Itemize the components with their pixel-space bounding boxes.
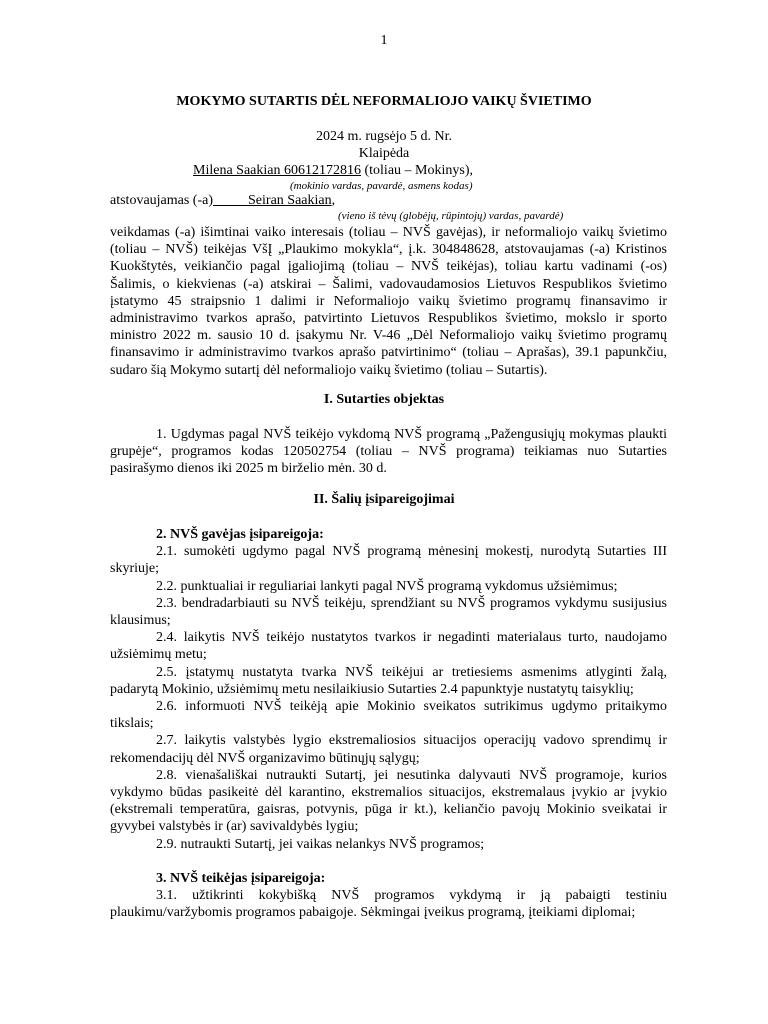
subsection-3-title: 3. NVŠ teikėjas įsipareigoja: — [156, 870, 326, 886]
document-title: MOKYMO SUTARTIS DĖL NEFORMALIOJO VAIKŲ ŠVIETIMO — [176, 94, 592, 109]
date-line: 2024 m. rugsėjo 5 d. Nr. — [315, 129, 453, 144]
representative-hint: (vieno iš tėvų (globėjų, rūpintojų) vardas, pavardė) — [338, 210, 564, 222]
section-2-heading: II. Šalių įsipareigojimai — [313, 492, 455, 507]
representative-name-field — [213, 193, 332, 208]
student-line — [193, 162, 473, 180]
clause-2-2: 2.2. punktualiai ir reguliariai lankyti pagal NVŠ programą vykdomus užsiėmimus; — [156, 578, 618, 594]
clause-2-4: 2.4. laikytis NVŠ teikėjo nustatytos tvarkos ir negadinti materialaus turto, naudojamo užsiėmimų metu; — [110, 630, 667, 663]
representative-comma: , — [331, 193, 336, 208]
clause-1: 1. Ugdymas pagal NVŠ teikėjo vykdomą NVŠ programą „Pažengusiųjų mokymas plaukti grupėje“, programos kodas 120502754 (toliau – NVŠ programa) teikiamas nuo Sutarties pasirašymo dienos iki 2025 m birželio mėn. 30 d. — [110, 427, 667, 477]
clause-2-5: 2.5. įstatymų nustatyta tvarka NVŠ teikėjui ar tretiesiems asmenims atlyginti žalą, padarytą Mokinio, užsiėmimų metu nesilaikiusio Sutarties 2.4 papunktyje nustatytų taisyklių; — [110, 664, 667, 697]
clause-2-9: 2.9. nutraukti Sutartį, jei vaikas nelankys NVŠ programos; — [156, 836, 485, 852]
section-1-body — [110, 426, 667, 478]
page-number: 1 — [380, 33, 388, 48]
section-2-body — [110, 526, 667, 921]
student-name-code: Milena Saakian 60612172816 — [193, 163, 361, 178]
representative-label: atstovaujamas (-a) — [110, 193, 214, 208]
clause-2-8: 2.8. vienašališkai nutraukti Sutartį, jei nesutinka dalyvauti NVŠ programoje, kurios vykdymo būdas pasikeitė dėl karantino, ekstremalios situacijos, ekstremalaus įvykio ar įvykio (ekstremali temperatūra, gaisras, potvynis, pūga ir kt.), keliančio pavojų Mokinio sveikatai ir gyvybei valstybės ir (ar) savivaldybės lygiu; — [110, 767, 667, 835]
clause-2-6: 2.6. informuoti NVŠ teikėją apie Mokinio sveikatos sutrikimus ugdymo pritaikymo tikslais; — [110, 699, 667, 732]
student-hint: (mokinio vardas, pavardė, asmens kodas) — [290, 180, 473, 192]
clause-2-3: 2.3. bendradarbiauti su NVŠ teikėju, sprendžiant su NVŠ programos vykdymu susijusius klausimus; — [110, 595, 667, 629]
section-1-heading: I. Sutarties objektas — [323, 392, 445, 407]
clause-2-1: 2.1. sumokėti ugdymo pagal NVŠ programą mėnesinį mokestį, nurodytą Sutarties III skyriuje; — [110, 544, 667, 577]
clause-2-7: 2.7. laikytis valstybės lygio ekstremaliosios situacijos operacijų vadovo sprendimų ir rekomendacijų dėl NVŠ organizavimo būtinųjų sąlygų; — [110, 733, 667, 766]
city: Klaipėda — [358, 146, 410, 161]
clause-3-1: 3.1. užtikrinti kokybišką NVŠ programos vykdymą ir ją pabaigti testiniu plaukimu/varžybomis programos pabaigoje. Sėkmingai įveikus programą, įteikiami diplomai; — [110, 888, 667, 921]
representative-line — [110, 192, 335, 210]
intro-paragraph: veikdamas (-a) išimtinai vaiko interesais (toliau – NVŠ gavėjas), ir neformaliojo vaikų švietimo (toliau – NVŠ) teikėjas VšĮ „Plaukimo mokykla“, į.k. 304848628, atstovaujamas (-a) Kristinos Kuokštytės, veikiančio pagal įgaliojimą (toliau – NVŠ teikėjas), toliau kartu vadinami (-os) Šalimis, o kiekvienas (-a) atskirai – Šalimi, vadovaudamosios Lietuvos Respublikos švietimo įstatymo 45 straipsnio 1 dalimi ir Neformaliojo vaikų švietimo programų finansavimo ir administravimo tvarkos aprašo, patvirtinto Lietuvos Respublikos švietimo, mokslo ir sporto ministro 2022 m. sausio 10 d. įsakymu Nr. V-46 „Dėl Neformaliojo vaikų švietimo programų finansavimo ir administravimo tvarkos aprašo patvirtinimo“ (toliau – Aprašas), 39.1 papunkčiu, sudaro šią Mokymo sutartį dėl neformaliojo vaikų švietimo (toliau – Sutartis). — [110, 225, 667, 378]
representative-name: Seiran Saakian — [248, 193, 332, 208]
subsection-2-title: 2. NVŠ gavėjas įsipareigoja: — [156, 527, 324, 542]
spacer — [110, 853, 667, 870]
student-role: (toliau – Mokinys), — [364, 163, 473, 178]
